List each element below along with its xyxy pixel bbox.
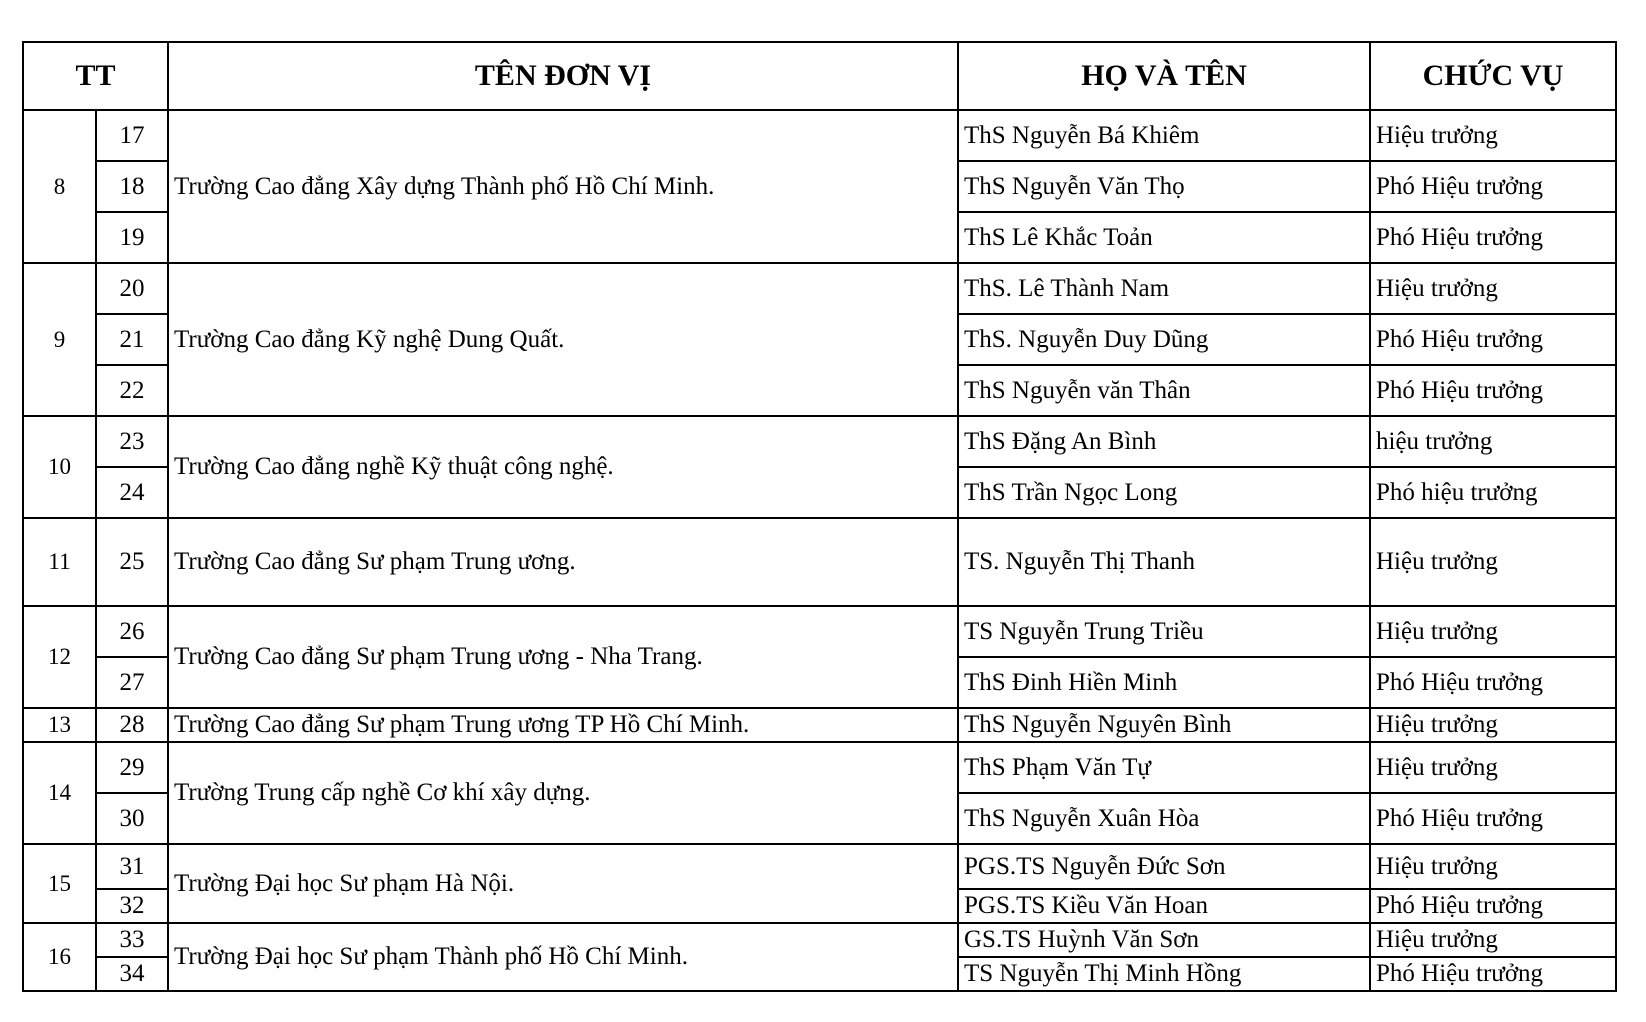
person-position: Hiệu trưởng (1370, 518, 1616, 606)
table-row (23, 416, 1616, 467)
person-position: Hiệu trưởng (1370, 742, 1616, 793)
group-number: 12 (23, 606, 96, 708)
row-number: 21 (96, 314, 168, 365)
person-name: TS Nguyễn Trung Triều (958, 606, 1370, 657)
table-row (23, 606, 1616, 657)
unit-name: Trường Cao đẳng Xây dựng Thành phố Hồ Chí Minh. (168, 110, 958, 263)
person-position: Phó Hiệu trưởng (1370, 793, 1616, 844)
unit-name: Trường Trung cấp nghề Cơ khí xây dựng. (168, 742, 958, 844)
person-name: ThS Đinh Hiền Minh (958, 657, 1370, 708)
header-position: CHỨC VỤ (1370, 42, 1616, 110)
person-position: Hiệu trưởng (1370, 923, 1616, 957)
person-name: ThS Trần Ngọc Long (958, 467, 1370, 518)
person-position: hiệu trưởng (1370, 416, 1616, 467)
row-number: 32 (96, 889, 168, 923)
person-position: Phó Hiệu trưởng (1370, 889, 1616, 923)
person-position: Hiệu trưởng (1370, 110, 1616, 161)
person-position: Phó Hiệu trưởng (1370, 657, 1616, 708)
table-row (23, 708, 1616, 742)
group-number: 8 (23, 110, 96, 263)
person-position: Phó hiệu trưởng (1370, 467, 1616, 518)
unit-name: Trường Cao đẳng nghề Kỹ thuật công nghệ. (168, 416, 958, 518)
table-row (23, 742, 1616, 793)
person-name: PGS.TS Nguyễn Đức Sơn (958, 844, 1370, 889)
person-position: Phó Hiệu trưởng (1370, 314, 1616, 365)
unit-name: Trường Đại học Sư phạm Hà Nội. (168, 844, 958, 923)
table-row (23, 923, 1616, 957)
row-number: 24 (96, 467, 168, 518)
person-position: Phó Hiệu trưởng (1370, 365, 1616, 416)
person-position: Phó Hiệu trưởng (1370, 161, 1616, 212)
row-number: 25 (96, 518, 168, 606)
person-name: GS.TS Huỳnh Văn Sơn (958, 923, 1370, 957)
row-number: 26 (96, 606, 168, 657)
header-row (23, 42, 1616, 110)
person-name: PGS.TS Kiều Văn Hoan (958, 889, 1370, 923)
row-number: 18 (96, 161, 168, 212)
unit-name: Trường Cao đẳng Sư phạm Trung ương. (168, 518, 958, 606)
group-number: 15 (23, 844, 96, 923)
person-name: ThS. Lê Thành Nam (958, 263, 1370, 314)
person-position: Hiệu trưởng (1370, 708, 1616, 742)
group-number: 14 (23, 742, 96, 844)
row-number: 30 (96, 793, 168, 844)
person-name: TS Nguyễn Thị Minh Hồng (958, 957, 1370, 991)
person-name: ThS Nguyễn Bá Khiêm (958, 110, 1370, 161)
table-row (23, 110, 1616, 161)
row-number: 22 (96, 365, 168, 416)
person-name: ThS Đặng An Bình (958, 416, 1370, 467)
person-name: ThS Nguyễn Văn Thọ (958, 161, 1370, 212)
person-name: ThS Nguyễn văn Thân (958, 365, 1370, 416)
row-number: 23 (96, 416, 168, 467)
table-row (23, 518, 1616, 606)
row-number: 20 (96, 263, 168, 314)
group-number: 10 (23, 416, 96, 518)
person-position: Hiệu trưởng (1370, 606, 1616, 657)
table-body (23, 110, 1616, 991)
person-name: ThS Nguyễn Xuân Hòa (958, 793, 1370, 844)
row-number: 33 (96, 923, 168, 957)
group-number: 9 (23, 263, 96, 416)
person-position: Hiệu trưởng (1370, 263, 1616, 314)
row-number: 31 (96, 844, 168, 889)
person-name: TS. Nguyễn Thị Thanh (958, 518, 1370, 606)
person-name: ThS Nguyễn Nguyên Bình (958, 708, 1370, 742)
unit-name: Trường Cao đẳng Kỹ nghệ Dung Quất. (168, 263, 958, 416)
row-number: 27 (96, 657, 168, 708)
header-tt: TT (23, 42, 168, 110)
row-number: 28 (96, 708, 168, 742)
header-name: HỌ VÀ TÊN (958, 42, 1370, 110)
person-position: Hiệu trưởng (1370, 844, 1616, 889)
table-row (23, 263, 1616, 314)
person-position: Phó Hiệu trưởng (1370, 957, 1616, 991)
row-number: 19 (96, 212, 168, 263)
person-name: ThS Lê Khắc Toản (958, 212, 1370, 263)
unit-name: Trường Cao đẳng Sư phạm Trung ương TP Hồ Chí Minh. (168, 708, 958, 742)
group-number: 16 (23, 923, 96, 991)
row-number: 34 (96, 957, 168, 991)
header-unit: TÊN ĐƠN VỊ (168, 42, 958, 110)
row-number: 29 (96, 742, 168, 793)
person-name: ThS. Nguyễn Duy Dũng (958, 314, 1370, 365)
table-row (23, 844, 1616, 889)
staff-table (22, 41, 1617, 992)
unit-name: Trường Cao đẳng Sư phạm Trung ương - Nha Trang. (168, 606, 958, 708)
group-number: 11 (23, 518, 96, 606)
person-position: Phó Hiệu trưởng (1370, 212, 1616, 263)
group-number: 13 (23, 708, 96, 742)
person-name: ThS Phạm Văn Tự (958, 742, 1370, 793)
row-number: 17 (96, 110, 168, 161)
unit-name: Trường Đại học Sư phạm Thành phố Hồ Chí Minh. (168, 923, 958, 991)
